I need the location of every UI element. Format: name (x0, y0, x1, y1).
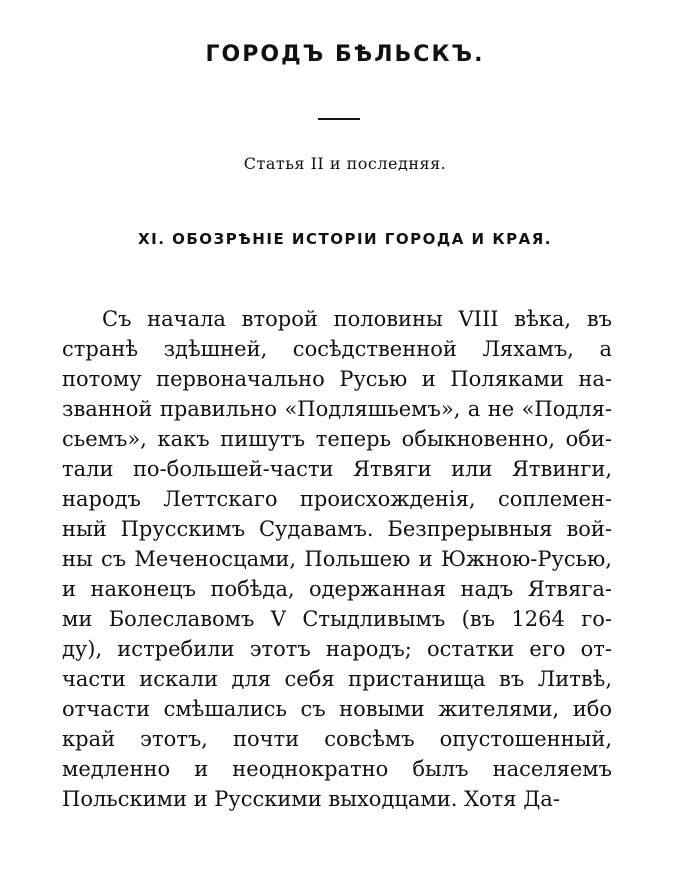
text-line: званной правильно «Подляшьемъ», а не «Подля- (62, 397, 612, 421)
text-line: сьемъ», какъ пишутъ теперь обыкновенно, оби- (62, 427, 612, 451)
text-line: ны съ Меченосцами, Польшею и Южною-Русью, (62, 547, 612, 571)
text-line: край этотъ, почти совсѣмъ опустошенный, (62, 727, 612, 751)
text-line: народъ Леттскаго происхожденія, соплемен- (62, 487, 612, 511)
text-line: ми Болеславомъ V Стыдливымъ (въ 1264 го- (62, 607, 612, 631)
page-title: ГОРОДЪ БѢЛЬСКЪ. (205, 42, 485, 67)
text-line: отчасти смѣшались съ новыми жителями, ибо (62, 697, 612, 721)
text-line: медленно и неоднократно былъ населяемъ (62, 757, 612, 781)
text-line: Съ начала второй половины VIII вѣка, въ (102, 307, 612, 331)
text-line: ный Прусскимъ Судавамъ. Безпрерывныя вой- (62, 517, 612, 541)
section-heading: XI. ОБОЗРѢНІЕ ИСТОРІИ ГОРОДА И КРАЯ. (138, 230, 552, 248)
text-line: ду), истребили этотъ народъ; остатки его от- (62, 637, 612, 661)
article-subtitle: Статья II и последняя. (243, 154, 447, 173)
body-text (62, 304, 612, 814)
text-line: странѣ здѣшней, сосѣдственной Ляхамъ, а (62, 337, 612, 361)
text-line: Польскими и Русскими выходцами. Хотя Да- (62, 787, 560, 811)
text-line: тали по-большей-части Ятвяги или Ятвинги, (62, 457, 612, 481)
text-line: потому первоначально Русью и Поляками на- (62, 367, 612, 391)
text-line: и наконецъ побѣда, одержанная надъ Ятвяга- (62, 577, 612, 601)
title-divider (318, 118, 360, 120)
text-line: части искали для себя пристанища въ Литвѣ, (62, 667, 612, 691)
